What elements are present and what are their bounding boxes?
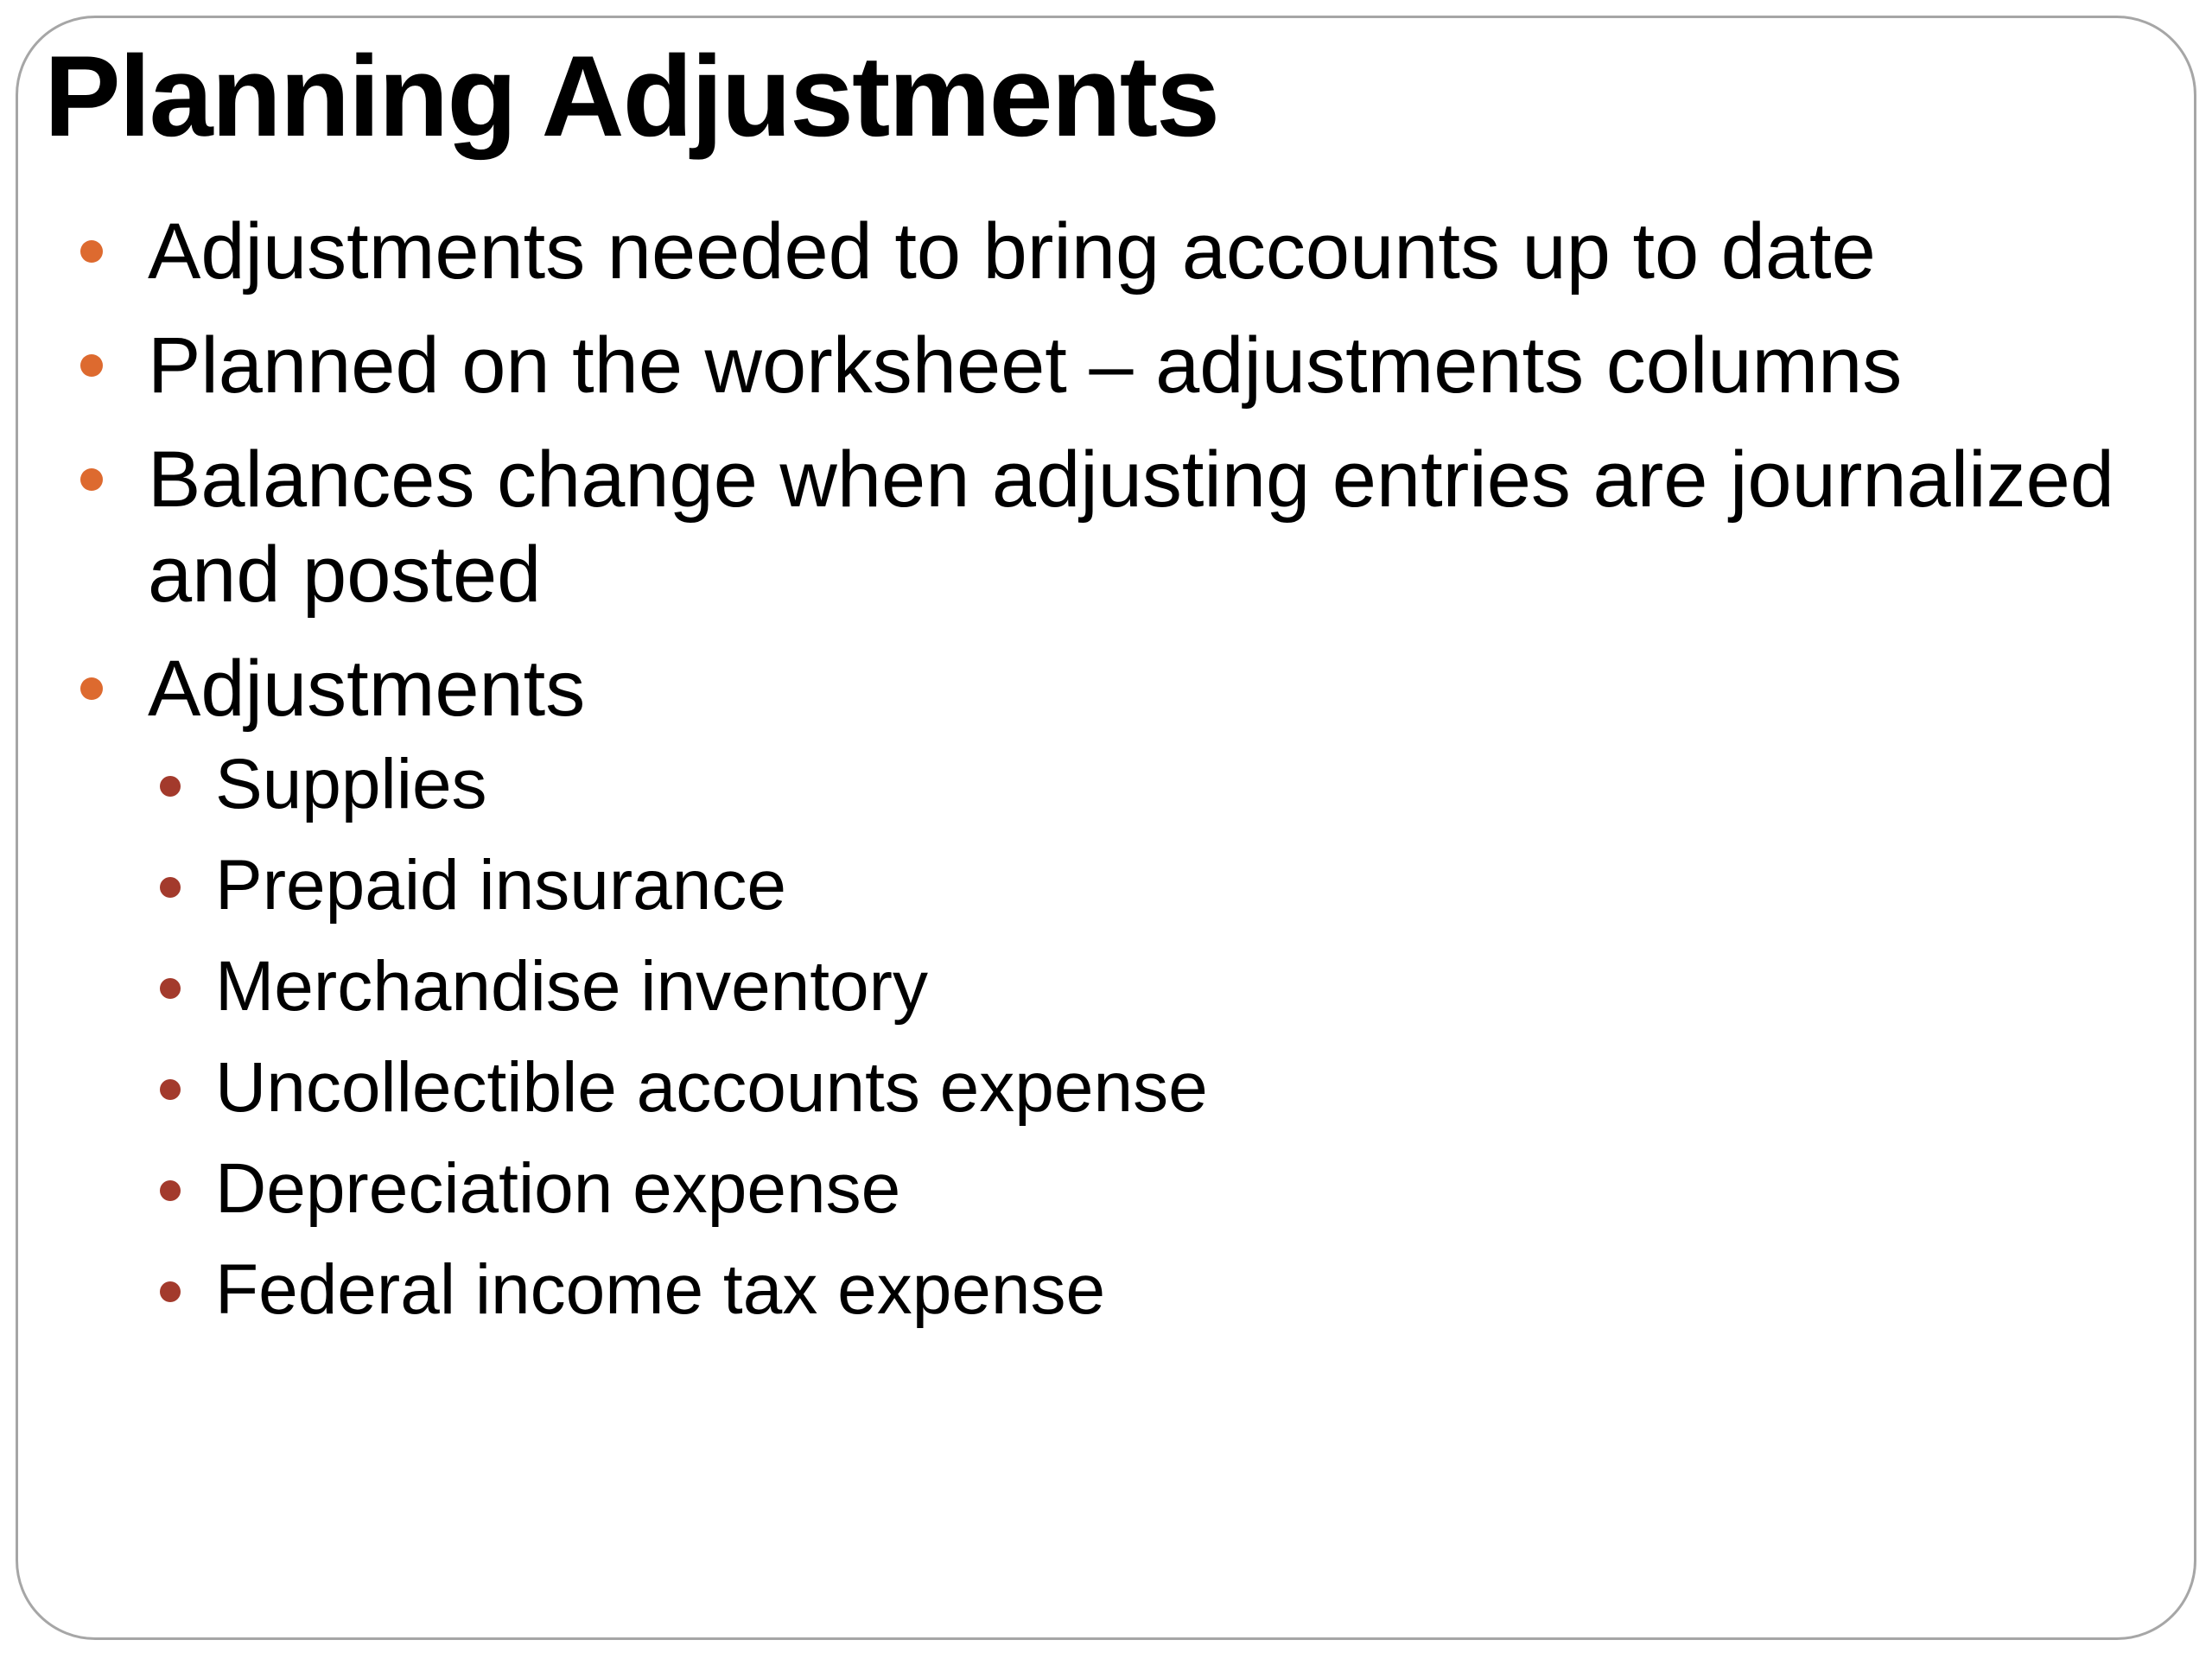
- sub-bullet-item: [215, 844, 2170, 927]
- bullet-dot-icon: [80, 240, 103, 263]
- slide: [16, 16, 2196, 1640]
- sub-bullet-dot-icon: [160, 1079, 181, 1100]
- sub-bullet-list: [148, 743, 2170, 1332]
- sub-bullet-dot-icon: [160, 1180, 181, 1201]
- bullet-item: [148, 204, 2170, 299]
- slide-title: Planning Adjustments: [44, 33, 1219, 161]
- sub-bullet-text: Federal income tax expense: [215, 1250, 1106, 1329]
- sub-bullet-text: Merchandise inventory: [215, 947, 928, 1026]
- bullet-item: [148, 318, 2170, 413]
- sub-bullet-item: [215, 1046, 2170, 1129]
- bullet-text: Balances change when adjusting entries are journalized and posted: [148, 435, 2114, 619]
- sub-bullet-text: Supplies: [215, 745, 487, 823]
- sub-bullet-dot-icon: [160, 776, 181, 797]
- bullet-list: [148, 204, 2170, 1351]
- sub-bullet-dot-icon: [160, 978, 181, 999]
- sub-bullet-text: Depreciation expense: [215, 1149, 901, 1228]
- sub-bullet-text: Uncollectible accounts expense: [215, 1048, 1208, 1127]
- sub-bullet-dot-icon: [160, 877, 181, 898]
- bullet-text: Adjustments: [148, 645, 586, 733]
- sub-bullet-item: [215, 1249, 2170, 1332]
- sub-bullet-text: Prepaid insurance: [215, 846, 786, 925]
- bullet-dot-icon: [80, 677, 103, 700]
- bullet-item: [148, 432, 2170, 622]
- sub-bullet-item: [215, 1147, 2170, 1230]
- bullet-item: [148, 641, 2170, 1332]
- bullet-dot-icon: [80, 354, 103, 377]
- sub-bullet-item: [215, 945, 2170, 1028]
- sub-bullet-item: [215, 743, 2170, 826]
- bullet-text: Planned on the worksheet – adjustments columns: [148, 321, 1903, 410]
- bullet-text: Adjustments needed to bring accounts up to date: [148, 207, 1876, 296]
- sub-bullet-dot-icon: [160, 1281, 181, 1302]
- bullet-dot-icon: [80, 468, 103, 491]
